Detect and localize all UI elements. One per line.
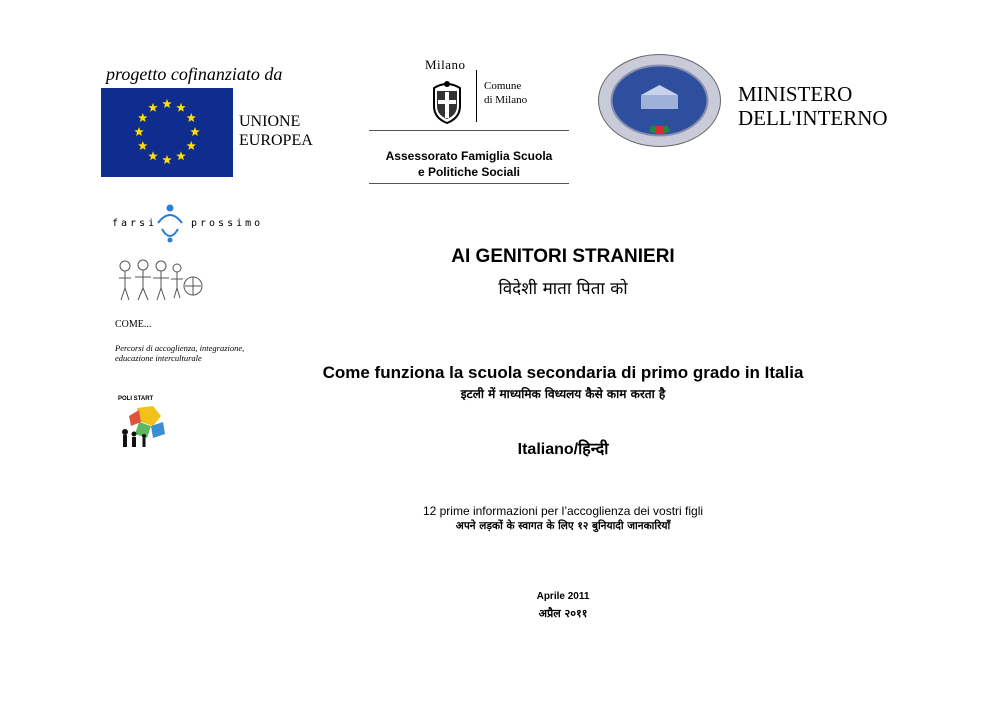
eu-star-icon: [190, 127, 200, 136]
page-subtitle: Come funziona la scuola secondaria di primo grado in Italia: [322, 363, 804, 382]
poli-start-logo: [117, 396, 171, 452]
poli-start-label: POLI START: [118, 396, 154, 402]
eu-star-icon: [148, 151, 158, 160]
ministero-line1: MINISTERO: [738, 82, 853, 106]
eu-star-icon: [162, 155, 172, 164]
page-title-hindi: विदेशी माता पिता को: [498, 279, 628, 299]
page-subtitle-hindi: इटली में माध्यमिक विध्यलय कैसे काम करता है: [460, 387, 666, 401]
eu-star-icon: [148, 103, 158, 112]
come-title: COME...: [115, 319, 152, 330]
eu-label-line2: EUROPEA: [239, 132, 313, 149]
ministero-seal-icon: [597, 53, 722, 148]
info-line: 12 prime informazioni per l’accoglienza dei vostri figli: [422, 504, 704, 518]
page-title: AI GENITORI STRANIERI: [451, 246, 675, 267]
assessorato-bottom-rule: [369, 183, 569, 184]
eu-star-icon: [138, 113, 148, 122]
cofinanced-label: progetto cofinanziato da: [106, 64, 283, 84]
milano-divider: [476, 70, 477, 122]
milano-wordmark: Milano: [425, 57, 466, 72]
eu-star-icon: [138, 141, 148, 150]
comune-label-line2: di Milano: [484, 94, 528, 106]
assessorato-line2: e Politiche Sociali: [417, 165, 521, 179]
children-drawing-icon: [113, 256, 205, 306]
assessorato-line1: Assessorato Famiglia Scuola: [385, 149, 553, 163]
ministero-label: [738, 82, 888, 130]
eu-star-icon: [176, 151, 186, 160]
info-line-hindi: अपने लड़कों के स्वागत के लिए १२ बुनियादी जानकारियाँ: [455, 520, 671, 532]
eu-star-icon: [162, 99, 172, 108]
eu-star-icon: [187, 141, 197, 150]
eu-star-icon: [134, 127, 144, 136]
languages-label: Italiano/हिन्दी: [517, 441, 609, 458]
prossimo-text: prossimo: [191, 218, 264, 229]
eu-label: [239, 112, 313, 150]
eu-star-icon: [187, 113, 197, 122]
date-label: Aprile 2011: [536, 591, 590, 602]
farsi-text: farsi: [112, 218, 158, 229]
eu-flag-logo: [101, 88, 233, 177]
assessorato-label: [369, 148, 569, 180]
eu-star-icon: [176, 103, 186, 112]
come-subtitle: Percorsi di accoglienza, integrazione, educazione interculturale: [115, 343, 245, 363]
date-label-hindi: अप्रैल २०११: [538, 607, 588, 620]
comune-label-line1: Comune: [484, 80, 522, 92]
assessorato-top-rule: [369, 130, 569, 131]
eu-label-line1: UNIONE: [239, 113, 301, 130]
comune-label: [484, 79, 527, 107]
milano-crest-icon: [428, 80, 466, 124]
ministero-line2: DELL'INTERNO: [738, 106, 888, 130]
